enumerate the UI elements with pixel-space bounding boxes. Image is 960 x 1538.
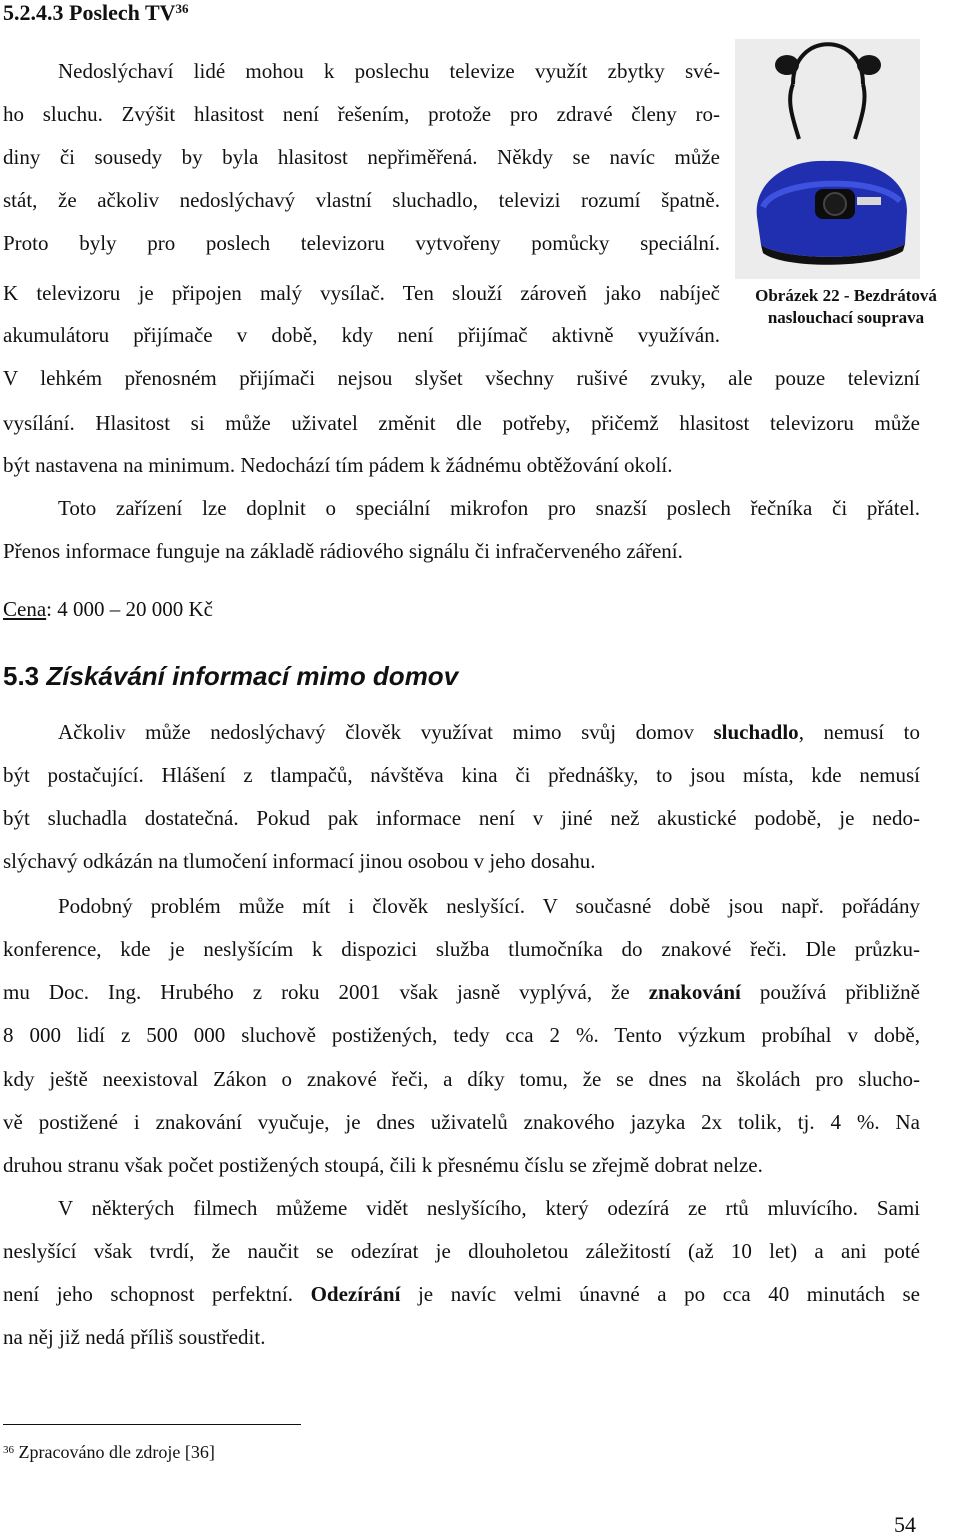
text-line: druhou stranu však počet postižených stoupá, čili k přesnému číslu se zřejmě dobrat nelze. [3, 1153, 763, 1177]
text-line: Podobný problém může mít i člověk neslyšící. V současné době jsou např. pořádány [58, 894, 920, 918]
text-line: ho sluchu. Zvýšit hlasitost není řešením, protože pro zdravé členy ro- [3, 102, 720, 126]
text-line: K televizoru je připojen malý vysílač. Ten slouží zároveň jako nabíječ [3, 281, 720, 305]
text-line: vě postižené i znakování vyučuje, je dnes uživatelů znakového jazyka 2x tolik, tj. 4 %. Na [3, 1110, 920, 1134]
text-line: 8 000 lidí z 500 000 sluchově postižených, tedy cca 2 %. Tento výzkum probíhal v době, [3, 1023, 920, 1047]
footnote-divider [3, 1424, 301, 1425]
text-line: diny či sousedy by byla hlasitost nepřiměřená. Někdy se navíc může [3, 145, 720, 169]
text-line: Toto zařízení lze doplnit o speciální mikrofon pro snazší poslech řečníka či přátel. [58, 496, 920, 520]
text-line: být postačující. Hlášení z tlampačů, návštěva kina či přednášky, to jsou místa, kde nemusí [3, 763, 920, 787]
text-line: Proto byly pro poslech televizoru vytvořeny pomůcky speciální. [3, 231, 720, 255]
headset-photo [735, 39, 920, 279]
bold-term: znakování [648, 980, 741, 1004]
headset-icon [735, 39, 920, 279]
text-line: slýchavý odkázán na tlumočení informací jinou osobou v jeho dosahu. [3, 849, 596, 873]
text-line: akumulátoru přijímače v době, kdy není přijímač aktivně využíván. [3, 323, 720, 347]
text-line: vysílání. Hlasitost si může uživatel změnit dle potřeby, přičemž hlasitost televizoru může [3, 411, 920, 435]
footnote: $^{36}$ Zpracováno dle zdroje [36] [3, 1442, 215, 1462]
text-line: V některých filmech můžeme vidět neslyšícího, který odezírá ze rtů mluvícího. Sami [58, 1196, 920, 1220]
text-line: mu Doc. Ing. Hrubého z roku 2001 však jasně vyplývá, že znakování používá přibližně [3, 980, 921, 1004]
bold-term: Odezírání [310, 1282, 401, 1306]
text-line: neslyšící však tvrdí, že naučit se odezírat je dlouholetou záležitostí (až 10 let) a ani poté [3, 1239, 920, 1263]
price: Cena: 4 000 – 20 000 Kč [3, 597, 213, 621]
text-line: být nastavena na minimum. Nedochází tím pádem k žádnému obtěžování okolí. [3, 453, 673, 477]
text-line: Nedoslýchaví lidé mohou k poslechu televize využít zbytky své- [58, 59, 720, 83]
text-line: Ačkoliv může nedoslýchavý člověk využívat mimo svůj domov sluchadlo, nemusí to [58, 720, 920, 744]
figure-caption: Obrázek 22 - Bezdrátová naslouchací souprava [755, 286, 937, 327]
price-label: Cena [3, 597, 47, 621]
text-line: stát, že ačkoliv nedoslýchavý vlastní sluchadlo, televizi rozumí špatně. [3, 188, 720, 212]
text-line: kdy ještě neexistoval Zákon o znakové řeči, a díky tomu, že se dnes na školách pro slucho- [3, 1067, 920, 1091]
text-line: není jeho schopnost perfektní. Odezírání je navíc velmi únavné a po cca 40 minutách se [3, 1282, 920, 1306]
page-number: 54 [894, 1512, 916, 1537]
footnote-ref: 36 [175, 1, 189, 16]
text-line: V lehkém přenosném přijímači nejsou slyšet všechny rušivé zvuky, ale pouze televizní [3, 366, 920, 390]
text-line: být sluchadla dostatečná. Pokud pak informace není v jiné než akustické podobě, je nedo- [3, 806, 920, 830]
text-line: konference, kde je neslyšícím k dispozici služba tlumočníka do znakové řeči. Dle průzku- [3, 937, 920, 961]
bold-term: sluchadlo [713, 720, 799, 744]
text-line: Přenos informace funguje na základě rádiového signálu či infračerveného záření. [3, 539, 683, 563]
subsection-title: 5.3 Získávání informací mimo domov [3, 661, 459, 691]
section-title: 5.2.4.3 Poslech TV$^{36}$ [3, 0, 189, 25]
text-line: na něj již nedá příliš soustředit. [3, 1325, 266, 1349]
